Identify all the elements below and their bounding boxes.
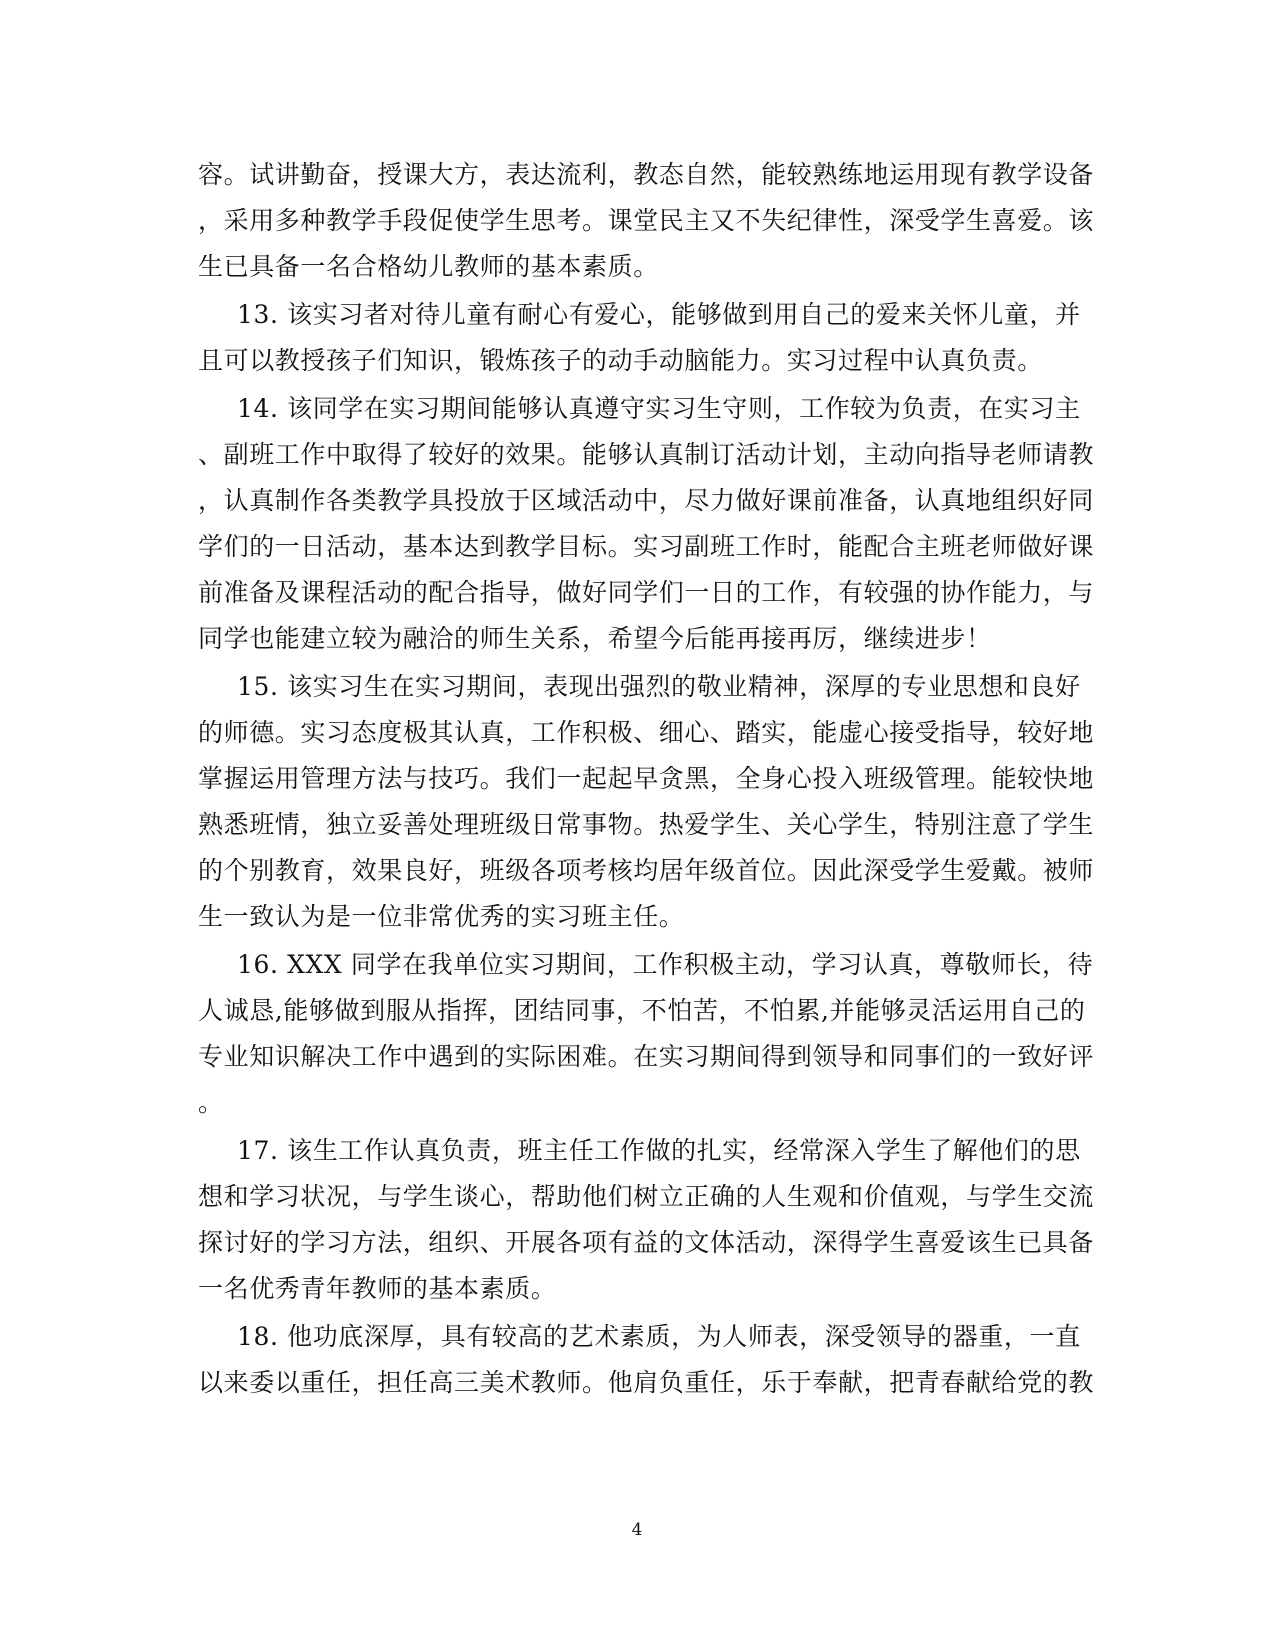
paragraph-14-first-line: 14. 该同学在实习期间能够认真遵守实习生守则，工作较为负责，在实习主 [237,394,1081,423]
text-line: 、副班工作中取得了较好的效果。能够认真制订活动计划，主动向指导老师请教 [198,440,1095,469]
text-line: 人诚恳,能够做到服从指挥，团结同事，不怕苦，不怕累,并能够灵活运用自己的 [198,996,1086,1025]
text-line: 的师德。实习态度极其认真，工作积极、细心、踏实，能虚心接受指导，较好地 [198,718,1095,747]
text-line: ，采用多种教学手段促使学生思考。课堂民主又不失纪律性，深受学生喜爱。该 [198,206,1095,235]
paragraph-18-first-line: 18. 他功底深厚，具有较高的艺术素质，为人师表，深受领导的器重，一直 [237,1322,1081,1351]
text-line: 且可以教授孩子们知识，锻炼孩子的动手动脑能力。实习过程中认真负责。 [198,346,1043,375]
text-line: 生已具备一名合格幼儿教师的基本素质。 [198,252,659,281]
text-line: 想和学习状况，与学生谈心，帮助他们树立正确的人生观和价值观，与学生交流 [198,1182,1095,1211]
text-line: 一名优秀青年教师的基本素质。 [198,1274,557,1303]
text-line: 探讨好的学习方法，组织、开展各项有益的文体活动，深得学生喜爱该生已具备 [198,1228,1095,1257]
text-line: 熟悉班情，独立妥善处理班级日常事物。热爱学生、关心学生，特别注意了学生 [198,810,1095,839]
paragraph-17-first-line: 17. 该生工作认真负责，班主任工作做的扎实，经常深入学生了解他们的思 [237,1136,1081,1165]
text-line: 掌握运用管理方法与技巧。我们一起起早贪黑，全身心投入班级管理。能较快地 [198,764,1095,793]
text-line: 的个别教育，效果良好，班级各项考核均居年级首位。因此深受学生爱戴。被师 [198,856,1095,885]
text-line: 前准备及课程活动的配合指导，做好同学们一日的工作，有较强的协作能力，与 [198,578,1095,607]
text-line: 生一致认为是一位非常优秀的实习班主任。 [198,902,685,931]
text-line: 。 [198,1088,224,1117]
text-line: ，认真制作各类教学具投放于区域活动中，尽力做好课前准备，认真地组织好同 [198,486,1095,515]
text-line: 学们的一日活动，基本达到教学目标。实习副班工作时，能配合主班老师做好课 [198,532,1095,561]
text-line: 以来委以重任，担任高三美术教师。他肩负重任，乐于奉献，把青春献给党的教 [198,1368,1095,1397]
paragraph-15-first-line: 15. 该实习生在实习期间，表现出强烈的敬业精神，深厚的专业思想和良好 [237,672,1081,701]
text-line: 同学也能建立较为融洽的师生关系，希望今后能再接再厉，继续进步！ [198,624,992,653]
text-line: 容。试讲勤奋，授课大方，表达流利，教态自然，能较熟练地运用现有教学设备 [198,160,1095,189]
page-number: 4 [631,1520,643,1540]
paragraph-16-first-line: 16. XXX 同学在我单位实习期间，工作积极主动，学习认真，尊敬师长，待 [237,950,1094,979]
text-line: 专业知识解决工作中遇到的实际困难。在实习期间得到领导和同事们的一致好评 [198,1042,1095,1071]
paragraph-13-first-line: 13. 该实习者对待儿童有耐心有爱心，能够做到用自己的爱来关怀儿童，并 [237,300,1081,329]
